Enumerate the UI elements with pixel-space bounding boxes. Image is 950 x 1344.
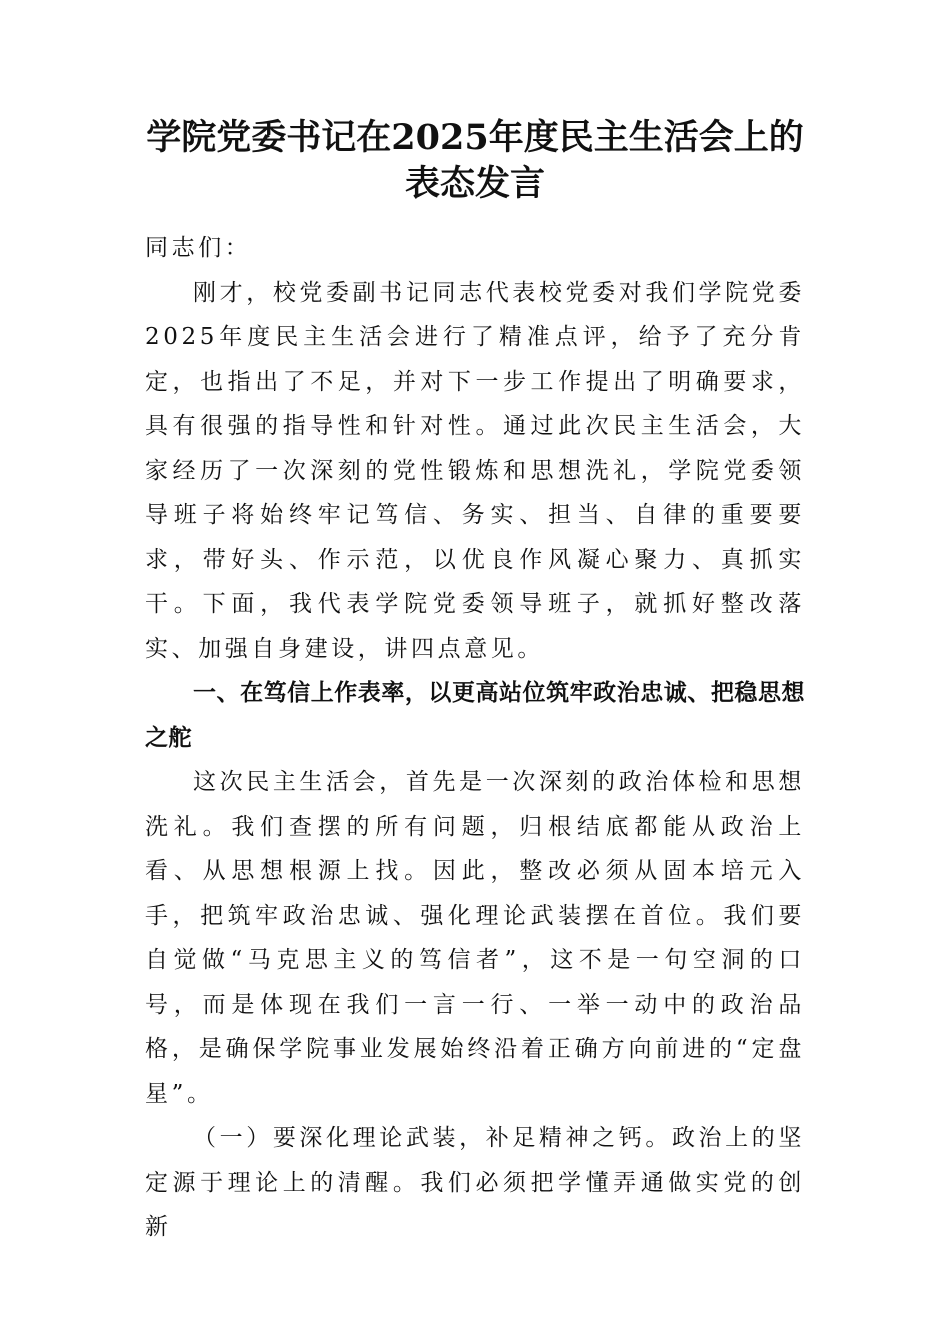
subsection-1-paragraph: （一）要深化理论武装，补足精神之钙。政治上的坚定源于理论上的清醒。我们必须把学懂弄通做实党的创新 — [145, 1125, 805, 1240]
section-heading-1: 一、在笃信上作表率，以更高站位筑牢政治忠诚、把稳思想之舵 — [145, 680, 805, 751]
document-title-line-2: 表态发言 — [404, 163, 545, 204]
opening-paragraph: 刚才，校党委副书记同志代表校党委对我们学院党委2025年度民主生活会进行了精准点评，给予了充分肯定，也指出了不足，并对下一步工作提出了明确要求，具有很强的指导性和针对性。通过此次民主生活会，大家经历了一次深刻的党性锻炼和思想洗礼，学院党委领导班子将始终牢记笃信、务实、担当、自律的重要要求，带好头、作示范，以优良作风凝心聚力、真抓实干。下面，我代表学院党委领导班子，就抓好整改落实、加强自身建设，讲四点意见。 — [145, 279, 805, 662]
section-1-paragraph: 这次民主生活会，首先是一次深刻的政治体检和思想洗礼。我们查摆的所有问题，归根结底都能从政治上看、从思想根源上找。因此，整改必须从固本培元入手，把筑牢政治忠诚、强化理论武装摆在首位。我们要自觉做“马克思主义的笃信者”，这不是一句空洞的口号，而是体现在我们一言一行、一举一动中的政治品格，是确保学院事业发展始终沿着正确方向前进的“定盘星”。 — [145, 769, 805, 1107]
document-title-line-1: 学院党委书记在2025年度民主生活会上的 — [146, 117, 804, 158]
salutation: 同志们： — [145, 235, 252, 261]
document-body — [145, 226, 805, 1250]
